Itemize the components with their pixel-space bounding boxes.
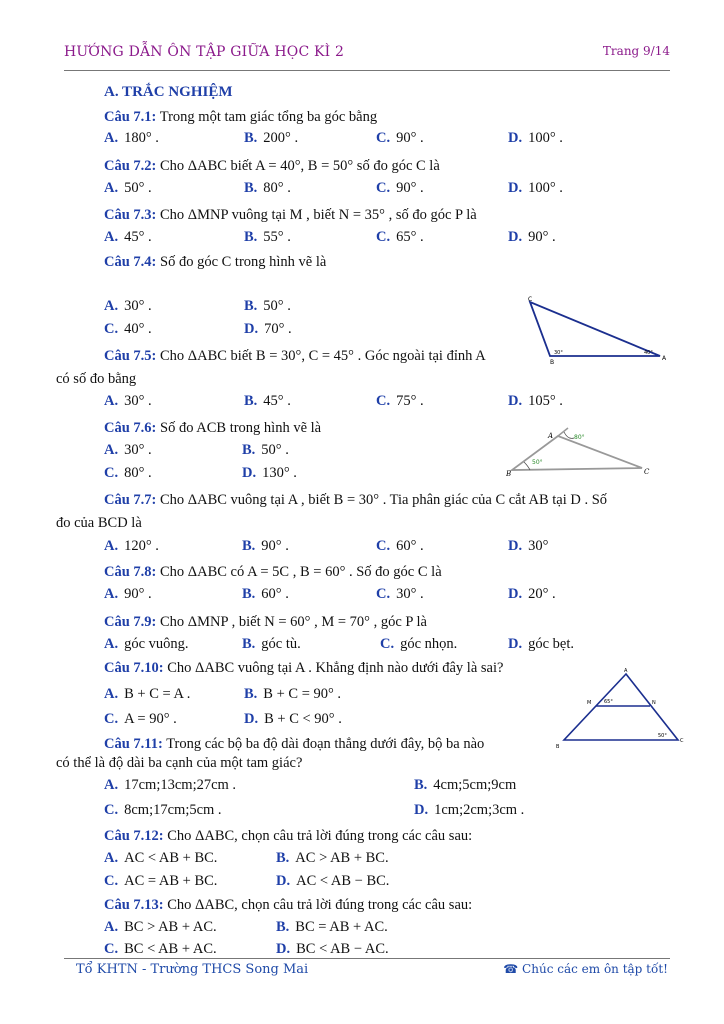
triangle-figure-7-4 — [520, 294, 670, 366]
question-7-11: Câu 7.11: Trong các bộ ba độ dài đoạn thẳng dưới đây, bộ ba nào — [104, 736, 485, 752]
option-b: B. BC = AB + AC. — [276, 919, 388, 935]
footer-divider — [64, 958, 670, 959]
option-d: D. B + C < 90° . — [244, 711, 342, 727]
option-b: B. 50° . — [244, 298, 291, 314]
option-d: D. góc bẹt. — [508, 636, 575, 652]
option-b: B. 55° . — [244, 229, 291, 245]
option-c: C. 8cm;17cm;5cm . — [104, 802, 222, 818]
option-d: D. BC < AB − AC. — [276, 941, 389, 957]
triangle-figure-7-6 — [506, 426, 656, 478]
option-c: C. A = 90° . — [104, 711, 177, 727]
option-b: B. 4cm;5cm;9cm — [414, 777, 517, 793]
option-a: A. AC < AB + BC. — [104, 850, 218, 866]
option-a: A. 50° . — [104, 180, 152, 196]
question-7-12: Câu 7.12: Cho ΔABC, chọn câu trả lời đúng trong các câu sau: — [104, 828, 473, 844]
option-a: A. BC > AB + AC. — [104, 919, 217, 935]
option-a: A. B + C = A . — [104, 686, 191, 702]
vertex-b-label: B — [550, 359, 555, 366]
option-b: B. góc tù. — [242, 636, 301, 652]
angle-a-label: 40° — [644, 350, 653, 356]
option-a: A. 90° . — [104, 586, 152, 602]
question-7-4: Câu 7.4: Số đo góc C trong hình vẽ là — [104, 254, 327, 270]
option-d: D. 90° . — [508, 229, 556, 245]
option-a: A. 45° . — [104, 229, 152, 245]
vertex-c-label: C — [528, 296, 533, 303]
vertex-b-label: B — [506, 470, 512, 478]
option-c: C. 75° . — [376, 393, 424, 409]
option-a: A. 30° . — [104, 442, 152, 458]
option-d: D. 70° . — [244, 321, 292, 337]
option-d: D. 1cm;2cm;3cm . — [414, 802, 525, 818]
angle-b-label: 30° — [554, 350, 563, 356]
vertex-m-label: M — [587, 700, 592, 706]
angle-a-label: 80° — [574, 434, 585, 441]
option-b: B. 80° . — [244, 180, 291, 196]
vertex-b-label: B — [556, 744, 560, 750]
option-d: D. 105° . — [508, 393, 563, 409]
option-b: B. 200° . — [244, 130, 299, 146]
option-b: B. 45° . — [244, 393, 291, 409]
question-7-7: Câu 7.7: Cho ΔABC vuông tại A , biết B = 30° . Tia phân giác của C cắt AB tại D . Số — [104, 492, 608, 508]
question-7-11-cont: có thể là độ dài ba cạnh của một tam giác? — [56, 755, 303, 771]
footer-greeting: ☎ Chúc các em ôn tập tốt! — [503, 962, 668, 976]
option-c: C. 80° . — [104, 465, 152, 481]
vertex-a-label: A — [548, 432, 554, 440]
option-b: B. B + C = 90° . — [244, 686, 342, 702]
question-label: Câu 7.1: — [104, 109, 157, 125]
option-a: A. 30° . — [104, 393, 152, 409]
question-7-13: Câu 7.13: Cho ΔABC, chọn câu trả lời đúng trong các câu sau: — [104, 897, 473, 913]
option-c: C. 90° . — [376, 130, 424, 146]
triangle-figure-7-10 — [556, 666, 686, 750]
question-7-9: Câu 7.9: Cho ΔMNP , biết N = 60° , M = 70° , góc P là — [104, 614, 427, 630]
angle-m-label: 65° — [604, 699, 613, 705]
option-c: C. AC = AB + BC. — [104, 873, 218, 889]
option-a: A. 17cm;13cm;27cm . — [104, 777, 237, 793]
option-c: C. 40° . — [104, 321, 152, 337]
footer-school: Tổ KHTN - Trường THCS Song Mai — [76, 962, 309, 977]
option-b: B. 90° . — [242, 538, 289, 554]
angle-b-label: 50° — [532, 459, 543, 466]
option-c: C. 90° . — [376, 180, 424, 196]
option-d: D. 100° . — [508, 180, 563, 196]
option-d: D. 30° — [508, 538, 549, 554]
option-c: C. BC < AB + AC. — [104, 941, 217, 957]
question-7-10: Câu 7.10: Cho ΔABC vuông tại A . Khẳng định nào dưới đây là sai? — [104, 660, 504, 676]
option-d: D. 130° . — [242, 465, 297, 481]
question-7-2: Câu 7.2: Cho ΔABC biết A = 40°, B = 50° số đo góc C là — [104, 158, 440, 174]
option-c: C. 65° . — [376, 229, 424, 245]
vertex-a-label: A — [624, 668, 628, 674]
angle-c-label: 50° — [658, 733, 667, 739]
option-a: A. 120° . — [104, 538, 159, 554]
option-d: D. 20° . — [508, 586, 556, 602]
option-a: A. 180° . — [104, 130, 159, 146]
vertex-c-label: C — [680, 738, 684, 744]
option-a: A. góc vuông. — [104, 636, 189, 652]
question-7-6: Câu 7.6: Số đo ACB trong hình vẽ là — [104, 420, 322, 436]
option-c: C. 30° . — [376, 586, 424, 602]
question-7-7-cont: đo của BCD là — [56, 515, 142, 531]
question-text: Trong một tam giác tổng ba góc bằng — [159, 109, 378, 125]
vertex-n-label: N — [652, 700, 656, 706]
header-title: HƯỚNG DẪN ÔN TẬP GIỮA HỌC KÌ 2 — [64, 44, 345, 60]
option-d: D. AC < AB − BC. — [276, 873, 390, 889]
question-7-5: Câu 7.5: Cho ΔABC biết B = 30°, C = 45° . Góc ngoài tại đỉnh A — [104, 348, 486, 364]
vertex-a-label: A — [662, 355, 667, 362]
question-7-3: Câu 7.3: Cho ΔMNP vuông tại M , biết N = 35° , số đo góc P là — [104, 207, 477, 223]
option-b: B. 60° . — [242, 586, 289, 602]
option-b: B. 50° . — [242, 442, 289, 458]
option-a: A. 30° . — [104, 298, 152, 314]
question-7-1 — [104, 108, 377, 126]
option-c: C. góc nhọn. — [380, 636, 458, 652]
question-7-5-cont: có số đo bằng — [56, 371, 137, 387]
question-7-8: Câu 7.8: Cho ΔABC có A = 5C , B = 60° . Số đo góc C là — [104, 564, 442, 580]
header-divider — [64, 70, 670, 71]
option-c: C. 60° . — [376, 538, 424, 554]
section-title: A. TRẮC NGHIỆM — [104, 84, 233, 100]
option-b: B. AC > AB + BC. — [276, 850, 389, 866]
page-number: Trang 9/14 — [602, 44, 670, 58]
option-d: D. 100° . — [508, 130, 563, 146]
vertex-c-label: C — [644, 468, 650, 476]
